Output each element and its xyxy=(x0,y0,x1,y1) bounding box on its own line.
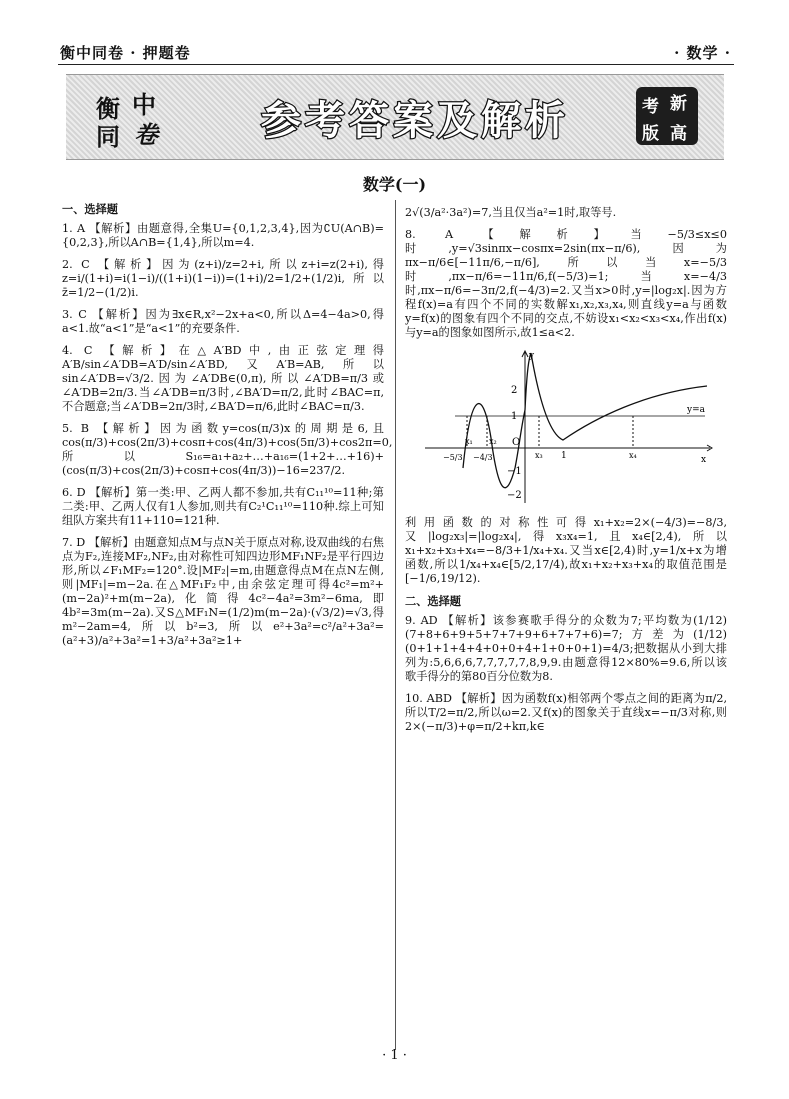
answer-8: 8. A 【解析】当−5/3≤x≤0时,y=√3sinπx−cosπx=2sin(πx−π/6),因为πx−π/6∈[−11π/6,−π/6],所以当x=−5/3时,πx−π/6=−11π/6,f(−5/3)=1;当x=−4/3时,πx−π/6=−3π/2,f(−4/3)=2.又当x>0时,y=|log₂x|.因为方程f(x)=a有四个不同的实数解x₁,x₂,x₃,x₄,则直线y=a与函数y=f(x)的图象有四个不同的交点,不妨设x₁<x₂<x₃<x₄,作出f(x)与y=a的图象如图所示,故1≤a<2. xyxy=(405,228,727,339)
answer-7: 7. D 【解析】由题意知点M与点N关于原点对称,设双曲线的右焦点为F₂,连接MF₂,NF₂,由对称性可知四边形MF₁NF₂是平行四边形,所以∠F₁MF₂=120°.设|MF₂|=m,由题意得点M在点N左侧,则|MF₁|=m−2a.在△MF₁F₂中,由余弦定理可得4c²=m²+(m−2a)²+m(m−2a),化简得4c²−4a²=3m²−6ma,即4b²=3m(m−2a).又S△MF₁N=(1/2)m(m−2a)·(√3/2)=√3,得m²−2am=4,所以b²=3,所以e²+3a²=c²/a²+3a²=(a²+3)/a²+3a²=1+3/a²+3a²≥1+ xyxy=(62,536,384,647)
answer-7-cont: 2√(3/a²·3a²)=7,当且仅当a²=1时,取等号. xyxy=(405,206,617,219)
answer-4: 4. C 【解析】在△A′BD中,由正弦定理得A′B/sin∠A′DB=A′D/sin∠A′BD,又A′B=AB,所以sin∠A′DB=√3/2.因为∠A′DB∈(0,π),所以∠A′DB=π/3或∠A′DB=2π/3.当∠A′DB=π/3时,∠BA′D=π/2,此时∠BAC=π,不合题意;当∠A′DB=2π/3时,∠BA′D=π/6,此时∠BAC=π/3. xyxy=(62,344,384,413)
edition-badge xyxy=(636,87,698,145)
badge-char: 新 xyxy=(670,94,687,114)
function-graph xyxy=(415,348,715,508)
badge-char: 高 xyxy=(670,124,687,144)
title-banner xyxy=(66,74,724,160)
page-number: · 1 · xyxy=(382,1048,407,1063)
x-label: x₁ xyxy=(465,437,473,446)
section-heading: 二、选择题 xyxy=(405,594,461,608)
answer-1: 1. A 【解析】由题意得,全集U={0,1,2,3,4},因为∁U(A∩B)={0,2,3},所以A∩B={1,4},所以m=4. xyxy=(62,222,384,249)
y-tick: −2 xyxy=(507,490,522,501)
column-divider xyxy=(395,200,396,1050)
badge-char: 版 xyxy=(642,124,659,144)
section-heading: 一、选择题 xyxy=(62,202,118,216)
logo-char: 中 xyxy=(132,90,156,119)
y-tick: −1 xyxy=(507,466,522,477)
x-label: x₂ xyxy=(489,437,497,446)
header-rule xyxy=(58,64,734,65)
section-title: 数学(一) xyxy=(362,175,427,194)
logo xyxy=(84,85,194,151)
x-label: 1 xyxy=(561,451,567,461)
x-label: x₄ xyxy=(629,451,637,460)
y-tick: 2 xyxy=(511,385,518,396)
answer-9: 9. AD 【解析】该参赛歌手得分的众数为7;平均数为(1/12)(7+8+6+9+5+7+7+9+6+7+7+6)=7;方差为(1/12)(0+1+1+4+4+0+0+4+1+0+0+1)=4/3;把数据从小到大排列为:5,6,6,6,7,7,7,7,7,8,9,9.由题意得12×80%=9.6,所以该歌手得分的第80百分位数为8. xyxy=(405,614,727,683)
left-column xyxy=(62,202,393,656)
answer-8-cont: 利用函数的对称性可得x₁+x₂=2×(−4/3)=−8/3,又|log₂x₃|=|log₂x₄|,得x₃x₄=1,且x₄∈[2,4),所以x₁+x₂+x₃+x₄=−8/3+1/x₄+x₄.又当x∈[2,4)时,y=1/x+x为增函数,所以1/x₄+x₄∈[5/2,17/4),故x₁+x₂+x₃+x₄的取值范围是[−1/6,19/12). xyxy=(405,516,727,585)
x-label: −4/3 xyxy=(473,453,493,462)
answer-10: 10. ABD 【解析】因为函数f(x)相邻两个零点之间的距离为π/2,所以T/2=π/2,所以ω=2.又f(x)的图象关于直线x=−π/3对称,则2×(−π/3)+φ=π/2+kπ,k∈ xyxy=(405,692,727,733)
right-column xyxy=(405,206,727,742)
answer-6: 6. D 【解析】第一类:甲、乙两人都不参加,共有C₁₁¹⁰=11种;第二类:甲、乙两人仅有1人参加,则共有C₂¹C₁₁¹⁰=110种.综上可知组队方案共有11+110=121种. xyxy=(62,486,384,527)
answer-5: 5. B 【解析】因为函数y=cos(π/3)x的周期是6,且cos(π/3)+cos(2π/3)+cosπ+cos(4π/3)+cos(5π/3)+cos2π=0,所以S₁₆=a₁+a₂+…+a₁₆=(1+2+…+16)+(cos(π/3)+cos(2π/3)+cosπ+cos(4π/3))−16=237/2. xyxy=(62,422,393,477)
header-right: · 数学 · xyxy=(674,44,731,62)
origin-label: O xyxy=(512,437,521,448)
answer-3: 3. C 【解析】因为∃x∈R,x²−2x+a<0,所以Δ=4−4a>0,得a<1.故“a<1”是“a<1”的充要条件. xyxy=(62,308,384,335)
line-label: y=a xyxy=(687,405,705,415)
logo-char: 衡 xyxy=(96,94,120,123)
badge-char: 考 xyxy=(642,97,659,117)
y-tick: 1 xyxy=(511,411,518,422)
logo-char: 卷 xyxy=(134,120,158,149)
x-label: −5/3 xyxy=(443,453,463,462)
y-axis-label: y xyxy=(529,351,535,361)
x-label: x₃ xyxy=(535,451,543,460)
logo-char: 同 xyxy=(96,122,120,151)
x-axis-label: x xyxy=(701,455,707,465)
answer-2: 2. C 【解析】因为(z+i)/z=2+i,所以z+i=z(2+i),得z=i/(1+i)=i(1−i)/((1+i)(1−i))=(1+i)/2=1/2+(1/2)i,所以z̄=1/2−(1/2)i. xyxy=(62,258,384,299)
banner-title: 参考答案及解析 xyxy=(261,98,569,144)
header-left: 衡中同卷 · 押题卷 xyxy=(60,44,191,62)
